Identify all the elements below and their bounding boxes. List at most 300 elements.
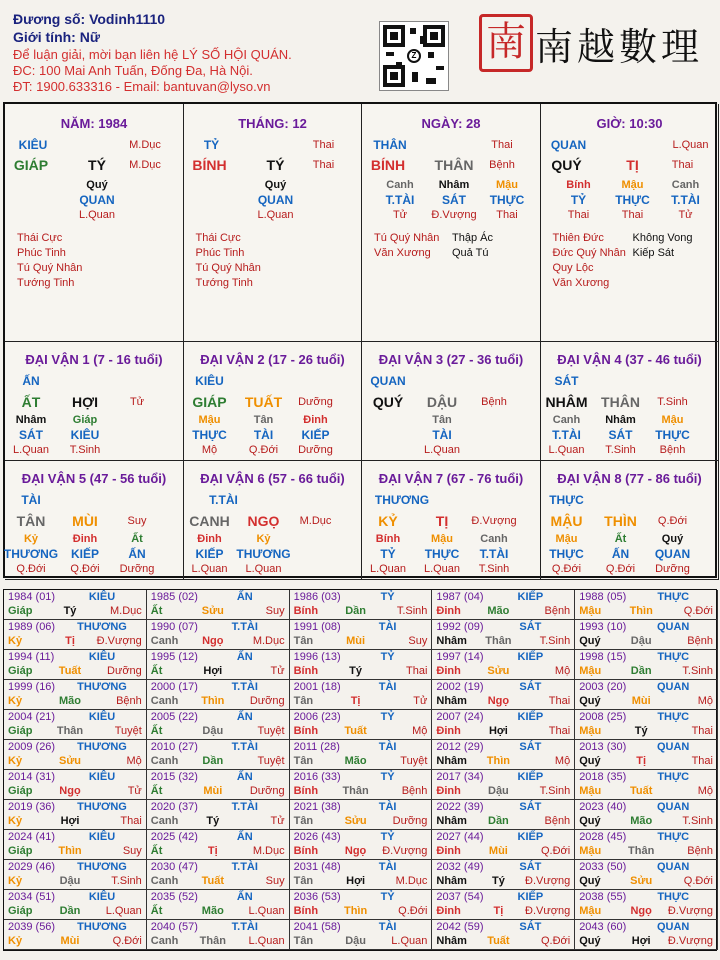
year-label: 2003 (20) (579, 681, 627, 693)
year-stage: T.Sinh (396, 605, 428, 617)
year-branch: Mão (59, 695, 81, 707)
hidden-stem: Quý (661, 533, 684, 545)
year-label: 1994 (11) (8, 651, 55, 663)
year-stem: Kỷ (8, 935, 23, 947)
year-stem: Kỷ (8, 815, 23, 827)
hidden-stem: Mậu (621, 179, 644, 191)
dai-van-title: ĐẠI VẬN 4 (37 - 46 tuổi) (557, 352, 702, 367)
star-item: Quả Tú (452, 247, 489, 259)
year-stem: Mậu (579, 665, 602, 677)
star-item: Tú Quý Nhân (374, 232, 440, 244)
year-cell[interactable] (147, 800, 290, 830)
hidden-god: SÁT (19, 428, 43, 442)
year-branch: Hợi (60, 815, 80, 827)
year-branch: Tị (65, 635, 75, 647)
dai-van-cell[interactable] (5, 342, 184, 461)
phone-email[interactable]: ĐT: 1900.633316 - Email: bantuvan@lyso.vn (13, 79, 271, 94)
year-god: TỶ (380, 831, 395, 843)
year-stem: Bính (293, 605, 319, 617)
dai-van-god: THỰC (549, 493, 584, 507)
hidden-stem: Canh (671, 179, 700, 191)
year-cell[interactable] (432, 830, 575, 860)
dai-van-stage: T.Sinh (657, 396, 688, 408)
hidden-stem: Nhâm (605, 414, 636, 426)
hidden-god: THỰC (192, 428, 227, 442)
year-cell[interactable] (290, 890, 433, 920)
year-branch: Dậu (345, 935, 366, 947)
year-cell[interactable] (147, 590, 290, 620)
star-item: Văn Xương (552, 277, 610, 289)
year-stage: M.Dục (110, 605, 142, 617)
year-cell[interactable] (290, 650, 433, 680)
hidden-stem: Tân (253, 414, 274, 426)
year-cell[interactable] (147, 680, 290, 710)
hidden-stage: Bệnh (659, 444, 686, 456)
dai-van-cell[interactable] (362, 461, 541, 580)
year-cell[interactable] (4, 800, 147, 830)
hidden-god: THỰC (549, 547, 584, 561)
year-branch: Sửu (344, 815, 367, 827)
year-stem: Giáp (8, 785, 33, 797)
year-cell[interactable] (575, 620, 718, 650)
year-god: THƯƠNG (77, 861, 127, 873)
year-stem: Nhâm (436, 935, 467, 947)
hidden-god: THƯƠNG (236, 547, 291, 561)
year-stage: Tử (270, 665, 285, 677)
year-god: THỰC (657, 831, 690, 843)
year-cell[interactable] (4, 590, 147, 620)
year-stem: Đinh (436, 605, 461, 617)
year-branch: Dần (59, 905, 81, 917)
dai-van-stage: M.Dục (299, 515, 332, 527)
year-god: QUAN (656, 921, 690, 933)
year-cell[interactable] (432, 650, 575, 680)
year-label: 1985 (02) (150, 591, 198, 603)
year-label: 2026 (43) (293, 831, 341, 843)
year-god: KIẾP (517, 771, 544, 783)
year-label: 2009 (26) (8, 741, 56, 753)
year-stem: Nhâm (436, 815, 467, 827)
year-god: KIẾP (517, 591, 544, 603)
pillar-title: NĂM: 1984 (60, 116, 128, 131)
year-cell[interactable] (4, 920, 147, 950)
year-cell[interactable] (432, 920, 575, 950)
year-god: ẤN (236, 651, 253, 663)
year-cell[interactable] (4, 620, 147, 650)
year-god: SÁT (519, 741, 542, 753)
year-stem: Kỷ (8, 875, 23, 887)
year-stage: L.Quan (248, 935, 285, 947)
year-stage: Tuyệt (114, 725, 142, 737)
year-label: 1991 (08) (293, 621, 341, 633)
hidden-god: T.TÀI (479, 547, 509, 561)
year-stage: Suy (265, 875, 285, 887)
year-stem: Nhâm (436, 875, 467, 887)
year-god: SÁT (519, 861, 542, 873)
year-branch: Hợi (631, 935, 651, 947)
year-branch: Mão (201, 905, 224, 917)
pillar-stem: QUÝ (551, 157, 582, 173)
dai-van-cell[interactable] (184, 342, 363, 461)
star-item: Tú Quý Nhân (195, 262, 261, 274)
year-cell[interactable] (432, 770, 575, 800)
year-branch: Ngọ (202, 635, 224, 647)
year-branch: Tị (350, 695, 361, 707)
year-god: KIÊU (88, 771, 116, 783)
year-stage: M.Dục (252, 845, 285, 857)
hidden-stem: Ất (614, 533, 627, 545)
hidden-stage: L.Quan (423, 444, 461, 456)
pillar-cell (541, 104, 720, 342)
year-stem: Quý (579, 695, 601, 707)
year-stage: Dưỡng (249, 695, 285, 707)
year-god: THƯƠNG (77, 681, 127, 693)
qr-code-icon[interactable]: Z (379, 21, 449, 91)
year-cell[interactable] (290, 830, 433, 860)
year-god: TÀI (378, 741, 397, 753)
year-god: ẤN (236, 891, 253, 903)
dai-van-god: KIÊU (195, 374, 224, 388)
year-cell[interactable] (290, 680, 433, 710)
year-cell[interactable] (147, 830, 290, 860)
hidden-stem: Quý (86, 179, 108, 191)
year-branch: Sửu (201, 605, 224, 617)
year-god: SÁT (519, 801, 542, 813)
year-stage: Bệnh (544, 815, 571, 827)
year-branch: Tuất (344, 725, 367, 737)
dai-van-title: ĐẠI VẬN 2 (17 - 26 tuổi) (200, 352, 345, 367)
year-stem: Tân (293, 875, 314, 887)
year-cell[interactable] (147, 890, 290, 920)
year-branch: Hợi (488, 725, 508, 737)
year-god: SÁT (519, 681, 542, 693)
dai-van-stem: TÂN (16, 513, 46, 529)
year-cell[interactable] (290, 800, 433, 830)
hidden-god: TỶ (380, 547, 396, 561)
year-cell[interactable] (575, 860, 718, 890)
year-stem: Canh (150, 935, 179, 947)
year-label: 2010 (27) (150, 741, 198, 753)
hidden-god: THỰC (655, 428, 690, 442)
year-branch: Mão (344, 755, 367, 767)
year-branch: Mùi (60, 935, 80, 947)
year-cell[interactable] (290, 620, 433, 650)
year-cell[interactable] (4, 890, 147, 920)
year-branch: Dậu (59, 875, 81, 887)
hidden-stage: Thai (567, 209, 590, 221)
year-stage: Đ.Vượng (667, 905, 713, 917)
year-stem: Nhâm (436, 635, 467, 647)
pillar-branch: TÝ (88, 157, 106, 173)
year-label: 2037 (54) (436, 891, 484, 903)
year-god: QUAN (656, 801, 690, 813)
pillar-cell (362, 104, 541, 342)
year-branch: Thìn (58, 845, 82, 857)
dai-van-cell[interactable] (541, 342, 720, 461)
year-label: 2028 (45) (579, 831, 627, 843)
pillar-stem-stage: Thai (491, 139, 513, 151)
hidden-stem: Quý (264, 179, 287, 191)
year-stem: Kỷ (8, 695, 23, 707)
pillar-branch: THÂN (434, 157, 474, 173)
year-stem: Mậu (579, 905, 602, 917)
year-stem: Tân (293, 635, 314, 647)
pillar-branch-stage: Thai (312, 159, 335, 171)
year-branch: Dần (345, 605, 366, 617)
year-cell[interactable] (4, 830, 147, 860)
star-item: Tướng Tinh (17, 277, 75, 289)
year-cell[interactable] (575, 740, 718, 770)
hidden-stage: L.Quan (369, 563, 407, 575)
hidden-stage: L.Quan (548, 444, 585, 456)
year-stem: Đinh (436, 725, 461, 737)
year-cell[interactable] (4, 680, 147, 710)
year-stem: Nhâm (436, 755, 467, 767)
hidden-stage: Q.Đới (605, 563, 636, 575)
year-label: 2002 (19) (436, 681, 484, 693)
year-cell[interactable] (432, 740, 575, 770)
year-stem: Đinh (436, 905, 461, 917)
year-cell[interactable] (290, 920, 433, 950)
dai-van-title: ĐẠI VẬN 8 (77 - 86 tuổi) (557, 471, 702, 486)
hidden-god: KIẾP (195, 547, 224, 561)
year-god: TỶ (380, 771, 395, 783)
year-god: QUAN (656, 861, 690, 873)
year-god: THỰC (657, 891, 690, 903)
year-cell[interactable] (575, 830, 718, 860)
year-stage: Bệnh (116, 695, 142, 707)
dai-van-god: THƯƠNG (374, 493, 430, 507)
year-stage: M.Dục (395, 875, 428, 887)
year-cell[interactable] (432, 710, 575, 740)
year-stage: Mộ (554, 755, 571, 767)
dai-van-branch: THÂN (601, 394, 640, 410)
year-cell[interactable] (575, 920, 718, 950)
star-item: Thiên Đức (552, 232, 604, 244)
year-god: SÁT (519, 921, 542, 933)
year-cell[interactable] (147, 770, 290, 800)
year-stage: Q.Đới (112, 935, 142, 947)
gender: Giới tính: Nữ (13, 29, 100, 45)
year-god: TỶ (380, 591, 395, 603)
year-stage: Mộ (697, 695, 713, 707)
year-stage: Tuyệt (257, 725, 285, 737)
year-stage: Mộ (697, 785, 713, 797)
year-branch: Ngọ (630, 905, 652, 917)
year-stem: Tân (293, 815, 314, 827)
year-stem: Nhâm (436, 695, 467, 707)
hidden-stage: L.Quan (191, 563, 228, 575)
year-label: 1987 (04) (436, 591, 484, 603)
hidden-stage: Q.Đới (248, 444, 279, 456)
year-cell[interactable] (290, 770, 433, 800)
year-branch: Tý (349, 665, 363, 677)
year-cell[interactable] (147, 650, 290, 680)
year-cell[interactable] (575, 590, 718, 620)
year-branch: Mão (487, 605, 510, 617)
dai-van-god: QUAN (370, 374, 406, 388)
pillar-stem-god: QUAN (550, 138, 587, 152)
year-cell[interactable] (4, 740, 147, 770)
year-stem: Ất (150, 905, 163, 917)
hidden-stage: Q.Đới (551, 563, 582, 575)
year-branch: Sửu (58, 755, 82, 767)
year-stem: Đinh (436, 845, 461, 857)
dai-van-cell[interactable] (541, 461, 720, 580)
year-branch: Thìn (629, 605, 653, 617)
year-cell[interactable] (4, 860, 147, 890)
year-stage: Suy (122, 845, 142, 857)
year-stage: Q.Đới (683, 875, 713, 887)
hidden-stem: Canh (480, 533, 508, 545)
year-stem: Bính (293, 665, 319, 677)
dai-van-title: ĐẠI VẬN 6 (57 - 66 tuổi) (200, 471, 345, 486)
year-branch: Ngọ (59, 785, 81, 797)
seal-logo: 南 (479, 14, 533, 72)
year-label: 2024 (41) (8, 831, 56, 843)
hidden-god: SÁT (442, 193, 466, 207)
dai-van-branch: HỢI (72, 394, 98, 410)
pillar-title: NGÀY: 28 (421, 116, 481, 131)
hidden-god: THƯƠNG (3, 547, 59, 561)
hidden-stem: Giáp (72, 414, 98, 426)
year-branch: Dậu (202, 725, 224, 737)
year-god: QUAN (656, 741, 690, 753)
year-label: 2016 (33) (293, 771, 341, 783)
year-branch: Tý (206, 815, 220, 827)
year-stem: Kỷ (8, 755, 23, 767)
hidden-stage: T.Sinh (478, 563, 510, 575)
pillar-branch-stage: Bệnh (489, 159, 515, 171)
year-cell[interactable] (4, 710, 147, 740)
year-branch: Tị (207, 845, 218, 857)
year-label: 2038 (55) (579, 891, 627, 903)
year-cell[interactable] (575, 710, 718, 740)
year-stem: Canh (150, 635, 179, 647)
year-stem: Giáp (8, 845, 33, 857)
hidden-stem: Tân (432, 414, 452, 426)
year-cell[interactable] (432, 590, 575, 620)
year-stage: Mộ (126, 755, 142, 767)
pillar-branch: TỊ (626, 157, 639, 173)
year-cell[interactable] (290, 710, 433, 740)
year-stem: Quý (579, 815, 601, 827)
year-cell[interactable] (575, 650, 718, 680)
year-branch: Thân (199, 935, 226, 947)
year-branch: Tý (634, 725, 648, 737)
year-cell[interactable] (290, 740, 433, 770)
year-label: 1993 (10) (579, 621, 627, 633)
year-label: 2004 (21) (8, 711, 56, 723)
pillar-branch: TÝ (266, 157, 285, 173)
year-god: THƯƠNG (77, 741, 127, 753)
year-branch: Thân (485, 635, 512, 647)
hidden-stage: L.Quan (12, 444, 50, 456)
year-god: ẤN (236, 711, 253, 723)
dai-van-title: ĐẠI VẬN 3 (27 - 36 tuổi) (378, 352, 524, 367)
year-label: 2008 (25) (579, 711, 627, 723)
year-stage: Q.Đới (540, 935, 571, 947)
year-label: 2033 (50) (579, 861, 627, 873)
year-label: 2000 (17) (150, 681, 198, 693)
year-label: 1984 (01) (8, 591, 56, 603)
hidden-stage: Mộ (201, 444, 218, 456)
year-branch: Sửu (630, 875, 653, 887)
year-cell[interactable] (432, 620, 575, 650)
star-item: Phúc Tinh (195, 247, 245, 259)
year-cell[interactable] (432, 800, 575, 830)
year-god: TÀI (378, 921, 397, 933)
year-stem: Quý (579, 635, 601, 647)
dai-van-branch: DẬU (426, 394, 458, 410)
year-label: 2036 (53) (293, 891, 341, 903)
year-stage: Tuyệt (257, 755, 285, 767)
year-god: TÀI (378, 801, 397, 813)
year-stem: Mậu (579, 605, 602, 617)
year-cell[interactable] (147, 860, 290, 890)
dai-van-cell[interactable] (184, 461, 363, 580)
year-branch: Dần (488, 815, 509, 827)
hidden-stage: Tử (678, 209, 693, 221)
pillar-cell (184, 104, 363, 342)
pillar-stem-stage: Thai (312, 139, 335, 151)
dai-van-cell[interactable] (362, 342, 541, 461)
year-cell[interactable] (147, 620, 290, 650)
dai-van-cell[interactable] (5, 461, 184, 580)
year-label: 2035 (52) (150, 891, 198, 903)
year-cell[interactable] (290, 590, 433, 620)
pillar-cell (5, 104, 184, 342)
year-cell[interactable] (147, 920, 290, 950)
hidden-stem: Ất (131, 533, 143, 545)
year-stage: Q.Đới (398, 905, 428, 917)
year-god: KIẾP (517, 831, 544, 843)
year-stage: Tử (127, 785, 142, 797)
year-cell[interactable] (147, 710, 290, 740)
year-cell[interactable] (575, 680, 718, 710)
dai-van-branch: MÙI (72, 513, 98, 529)
year-cell[interactable] (575, 770, 718, 800)
year-stage: Đ.Vượng (525, 905, 571, 917)
pillar-stem-stage: M.Dục (129, 139, 161, 151)
year-cell[interactable] (432, 890, 575, 920)
year-cell[interactable] (4, 770, 147, 800)
year-cell[interactable] (290, 860, 433, 890)
year-cell[interactable] (432, 860, 575, 890)
year-stem: Canh (150, 695, 179, 707)
year-god: KIẾP (517, 891, 544, 903)
year-label: 2030 (47) (150, 861, 198, 873)
year-cell[interactable] (147, 740, 290, 770)
hidden-stage: Thai (496, 209, 518, 221)
star-item: Đức Quý Nhân (552, 247, 626, 259)
pillar-title: THÁNG: 12 (238, 116, 307, 131)
year-stem: Giáp (8, 725, 33, 737)
year-label: 2019 (36) (8, 801, 56, 813)
year-stage: Thai (548, 695, 571, 707)
year-stem: Giáp (8, 605, 33, 617)
year-god: THỰC (657, 771, 690, 783)
year-stem: Canh (150, 755, 179, 767)
year-cell[interactable] (432, 680, 575, 710)
year-label: 2022 (39) (436, 801, 484, 813)
hidden-god: TÀI (253, 428, 274, 442)
hidden-god: THỰC (615, 193, 650, 207)
year-stage: Thai (691, 755, 713, 767)
year-cell[interactable] (575, 890, 718, 920)
year-cell[interactable] (4, 650, 147, 680)
year-cell[interactable] (575, 800, 718, 830)
